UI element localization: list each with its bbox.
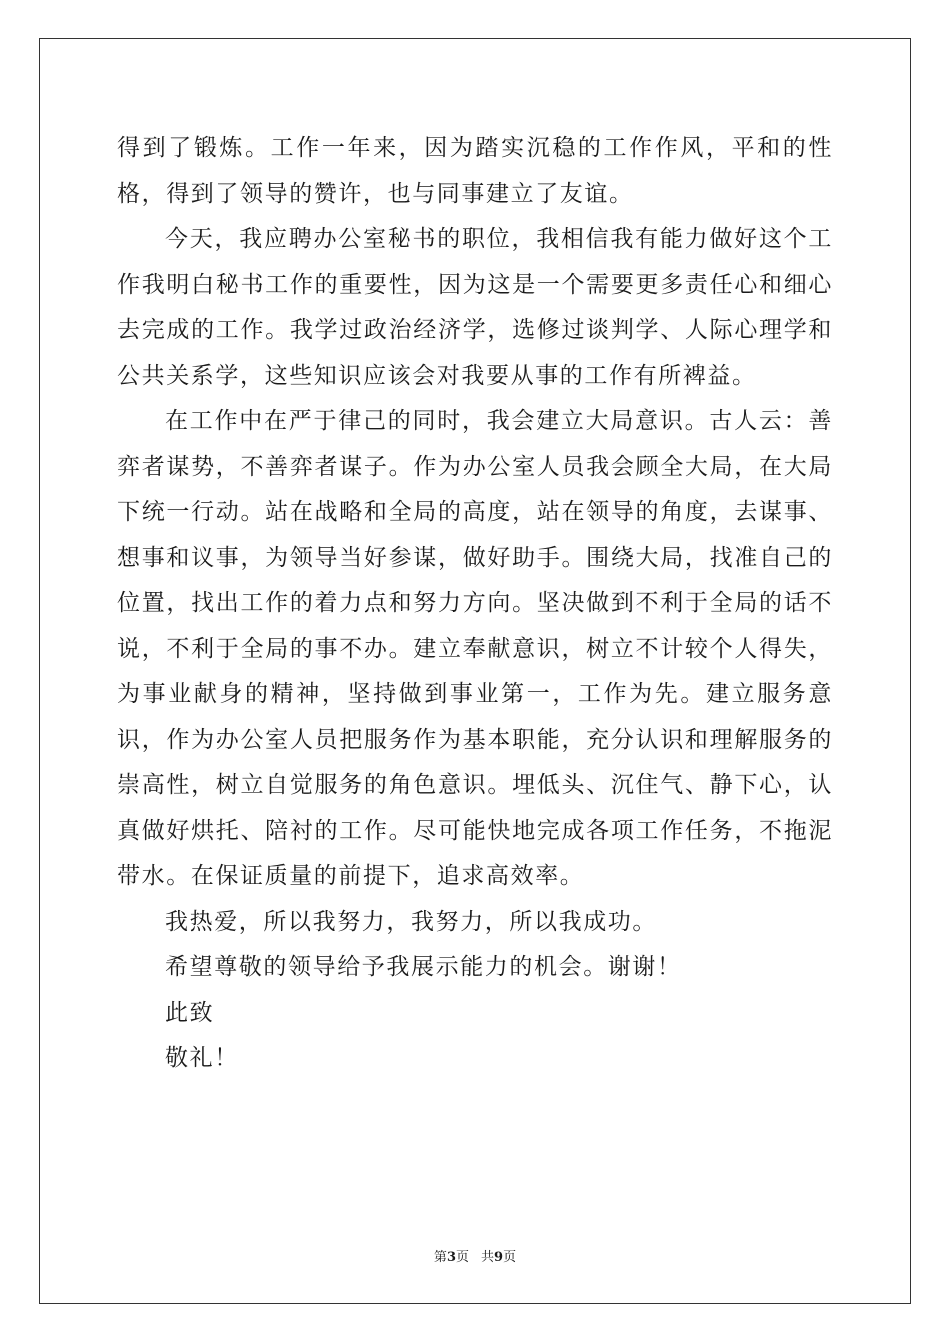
paragraph-2: 今天，我应聘办公室秘书的职位，我相信我有能力做好这个工作我明白秘书工作的重要性，因为这是一个需要更多责任心和细心去完成的工作。我学过政治经济学，选修过谈判学、人际心理学和公共关系学，这些知识应该会对我要从事的工作有所裨益。 (117, 226, 833, 389)
paragraph-5: 希望尊敬的领导给予我展示能力的机会。谢谢！ (165, 954, 682, 980)
document-body (117, 126, 833, 1082)
page-total: 9 (494, 1250, 504, 1265)
paragraph-1: 得到了锻炼。工作一年来，因为踏实沉稳的工作作风，平和的性格，得到了领导的赞许，也与同事建立了友谊。 (117, 135, 833, 207)
paragraph-4: 我热爱，所以我努力，我努力，所以我成功。 (165, 908, 657, 935)
total-suffix: 页 (503, 1250, 517, 1265)
page-suffix: 页 (455, 1250, 469, 1265)
closing-regards: 敬礼！ (165, 1045, 239, 1071)
paragraph-3: 在工作中在严于律己的同时，我会建立大局意识。古人云：善弈者谋势，不善弈者谋子。作为办公室人员我会顾全大局，在大局下统一行动。站在战略和全局的高度，站在领导的角度，去谋事、想事和议事，为领导当好参谋，做好助手。围绕大局，找准自己的位置，找出工作的着力点和努力方向。坚决做到不利于全局的话不说，不利于全局的事不办。建立奉献意识，树立不计较个人得失，为事业献身的精神，坚持做到事业第一，工作为先。建立服务意识，作为办公室人员把服务作为基本职能，充分认识和理解服务的崇高性，树立自觉服务的角色意识。埋低头、沉住气、静下心，认真做好烘托、陪衬的工作。尽可能快地完成各项工作任务，不拖泥带水。在保证质量的前提下，追求高效率。 (117, 408, 833, 889)
total-prefix: 共 (481, 1250, 495, 1265)
page-prefix: 第 (433, 1250, 447, 1265)
page-footer (0, 1246, 950, 1265)
page-current: 3 (446, 1250, 456, 1265)
closing-salutation: 此致 (165, 999, 215, 1026)
